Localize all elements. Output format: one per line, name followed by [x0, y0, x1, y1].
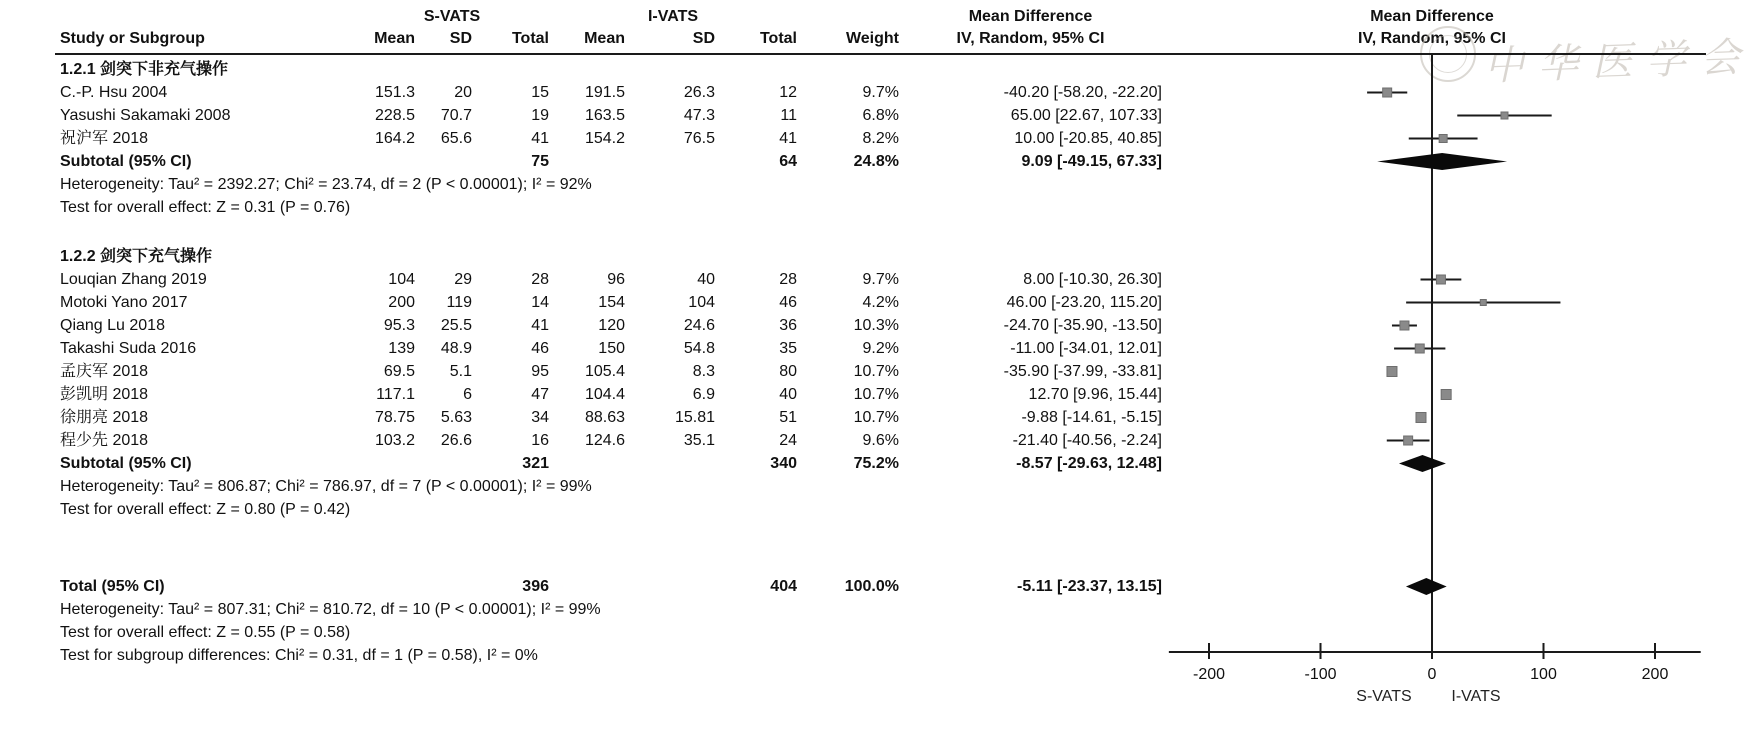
ci-value: 12.70 [9.96, 15.44] [1028, 386, 1162, 403]
stat-value [625, 150, 715, 173]
effect-square [1439, 135, 1447, 143]
study-row [60, 429, 1165, 452]
ci-value: -9.88 [-14.61, -5.15] [1021, 409, 1162, 426]
study-row [60, 81, 1165, 104]
stat-value: 46 [779, 294, 797, 311]
study-row [60, 127, 1165, 150]
stat-value: 4.2% [862, 294, 899, 311]
stat-value [355, 575, 415, 598]
stat-value: 69.5 [383, 363, 415, 380]
stat-value: 54.8 [683, 340, 715, 357]
stat-value: 104.4 [584, 386, 625, 403]
ci-value: -24.70 [-35.90, -13.50] [1003, 317, 1162, 334]
stat-value: 228.5 [374, 107, 415, 124]
col-header-study: Study or Subgroup [60, 30, 205, 47]
stat-value: 35.1 [683, 432, 715, 449]
x-tick-label: 200 [1641, 666, 1669, 683]
stat-value [415, 575, 472, 598]
subgroup-title: 1.2.1 剑突下非充气操作 [60, 61, 229, 78]
col-header-mean2: Mean [584, 30, 625, 47]
subgroup-title: 1.2.2 剑突下充气操作 [60, 248, 213, 265]
x-tick-label: -200 [1192, 666, 1226, 683]
stat-value: 47 [531, 386, 549, 403]
x-tick-label: 0 [1427, 666, 1437, 683]
stat-value: 396 [522, 578, 549, 595]
effect-square [1441, 390, 1451, 400]
ci-value: 65.00 [22.67, 107.33] [1010, 107, 1162, 124]
stat-value: 10.3% [853, 317, 899, 334]
stat-value: 65.6 [440, 130, 472, 147]
column-header-row [60, 28, 1165, 50]
study-label: Total (95% CI) [60, 578, 165, 595]
stat-value: 78.75 [374, 409, 415, 426]
stat-value: 6 [463, 386, 472, 403]
stat-value: 70.7 [440, 107, 472, 124]
stat-value [355, 150, 415, 173]
study-label: C.-P. Hsu 2004 [60, 84, 168, 101]
study-row [60, 314, 1165, 337]
stat-value: 29 [454, 271, 472, 288]
stat-value [549, 575, 625, 598]
study-label: Louqian Zhang 2019 [60, 271, 207, 288]
stat-value: 9.7% [862, 271, 899, 288]
ci-value: 9.09 [-49.15, 67.33] [1021, 153, 1162, 170]
stat-value: 11 [780, 107, 797, 124]
stat-value: 75.2% [853, 455, 899, 472]
stat-value: 103.2 [374, 432, 415, 449]
stat-value: 105.4 [584, 363, 625, 380]
stat-value: 41 [531, 130, 549, 147]
stat-value [625, 575, 715, 598]
stat-value: 8.3 [692, 363, 715, 380]
stat-value: 120 [598, 317, 625, 334]
ci-value: 8.00 [-10.30, 26.30] [1023, 271, 1162, 288]
effect-square [1400, 321, 1409, 330]
stat-value: 10.7% [853, 386, 899, 403]
subtotal-row [60, 150, 1165, 173]
stat-value: 75 [531, 153, 549, 170]
effect-square [1416, 413, 1426, 423]
stat-value: 64 [779, 153, 797, 170]
effect-square [1480, 300, 1486, 306]
overall-test-text: Test for overall effect: Z = 0.31 (P = 0.76) [60, 199, 351, 216]
stat-value: 340 [770, 455, 797, 472]
effect-square [1501, 112, 1508, 119]
study-row [60, 268, 1165, 291]
effect-square [1383, 88, 1392, 97]
ci-value: -35.90 [-37.99, -33.81] [1003, 363, 1162, 380]
study-label: Qiang Lu 2018 [60, 317, 165, 334]
stat-value: 104 [388, 271, 415, 288]
stat-value: 150 [598, 340, 625, 357]
study-label: Motoki Yano 2017 [60, 294, 188, 311]
stat-value: 47.3 [683, 107, 715, 124]
spacer [60, 219, 1165, 245]
stat-value: 28 [531, 271, 549, 288]
stat-value: 51 [779, 409, 797, 426]
stat-value: 151.3 [374, 84, 415, 101]
stat-value: 96 [607, 271, 625, 288]
overall-test-text: Test for overall effect: Z = 0.55 (P = 0.58) [60, 624, 351, 641]
table-header [60, 6, 1165, 50]
ci-value: -21.40 [-40.56, -2.24] [1012, 432, 1162, 449]
study-row [60, 337, 1165, 360]
effect-square [1404, 436, 1413, 445]
stat-value [625, 452, 715, 475]
ci-value: -8.57 [-29.63, 12.48] [1016, 455, 1162, 472]
stat-value: 9.7% [862, 84, 899, 101]
spacer [60, 521, 1165, 575]
study-label: Subtotal (95% CI) [60, 153, 192, 170]
stat-value: 164.2 [374, 130, 415, 147]
heterogeneity-text: Heterogeneity: Tau² = 2392.27; Chi² = 23.74, df = 2 (P < 0.00001); I² = 92% [60, 176, 592, 193]
col-header-sd2: SD [692, 30, 715, 47]
stat-value: 14 [531, 294, 549, 311]
stat-value: 16 [531, 432, 549, 449]
stat-value: 24.6 [683, 317, 715, 334]
study-label: Yasushi Sakamaki 2008 [60, 107, 231, 124]
stat-value: 48.9 [440, 340, 472, 357]
stat-value: 163.5 [584, 107, 625, 124]
axis-label-left: S-VATS [1356, 688, 1412, 705]
stat-value: 154.2 [584, 130, 625, 147]
study-row [60, 360, 1165, 383]
stat-value: 12 [779, 84, 797, 101]
pooled-diamond [1399, 455, 1446, 472]
plot-title: Mean Difference [1370, 8, 1494, 25]
col-header-weight: Weight [845, 30, 899, 47]
effect-square [1387, 367, 1397, 377]
col-header-total2: Total [759, 30, 797, 47]
study-label: 徐朋亮 2018 [60, 409, 149, 426]
stat-value: 5.1 [449, 363, 472, 380]
study-label: 孟庆军 2018 [60, 363, 149, 380]
spacer-cell [60, 6, 355, 28]
total-row [60, 575, 1165, 598]
stat-value: 36 [779, 317, 797, 334]
watermark-text: 中华医学会 [1483, 34, 1755, 90]
stat-value: 80 [779, 363, 797, 380]
table-body [60, 58, 1165, 667]
stat-value: 35 [779, 340, 797, 357]
subgroup-test-text: Test for subgroup differences: Chi² = 0.31, df = 1 (P = 0.58), I² = 0% [60, 647, 538, 664]
stat-value: 404 [770, 578, 797, 595]
stat-value: 191.5 [584, 84, 625, 101]
stat-value: 321 [522, 455, 549, 472]
stat-value: 100.0% [844, 578, 899, 595]
stat-value: 20 [454, 84, 472, 101]
stat-value: 46 [531, 340, 549, 357]
effect-square [1415, 344, 1424, 353]
study-label: Subtotal (95% CI) [60, 455, 192, 472]
stat-value: 6.9 [692, 386, 715, 403]
stat-value: 15.81 [674, 409, 715, 426]
ci-value: 10.00 [-20.85, 40.85] [1014, 130, 1162, 147]
pooled-diamond [1406, 578, 1447, 595]
pooled-diamond [1377, 153, 1507, 170]
stat-value: 139 [388, 340, 415, 357]
stat-value: 24.8% [853, 153, 899, 170]
x-tick-label: -100 [1304, 666, 1337, 683]
ci-value: -40.20 [-58.20, -22.20] [1003, 84, 1162, 101]
stat-value: 10.7% [853, 409, 899, 426]
stat-value: 15 [531, 84, 549, 101]
stat-value: 9.2% [862, 340, 899, 357]
stat-value: 28 [779, 271, 797, 288]
stat-value [415, 452, 472, 475]
study-row [60, 406, 1165, 429]
subtotal-row [60, 452, 1165, 475]
stat-value: 9.6% [862, 432, 899, 449]
col-header-effect-method: IV, Random, 95% CI [956, 30, 1105, 47]
axis-label-right: I-VATS [1451, 688, 1501, 705]
stat-value: 124.6 [584, 432, 625, 449]
stat-value: 95.3 [383, 317, 415, 334]
stat-value: 117.1 [376, 386, 415, 403]
group-header-ivats: I-VATS [647, 8, 699, 25]
group-header-row [60, 6, 1165, 28]
stat-value: 40 [779, 386, 797, 403]
stat-value: 24 [779, 432, 797, 449]
stat-value: 119 [446, 294, 472, 311]
ci-value: -5.11 [-23.37, 13.15] [1017, 578, 1162, 595]
study-label: 祝沪军 2018 [60, 130, 149, 147]
study-label: 程少先 2018 [60, 432, 149, 449]
stat-value: 41 [531, 317, 549, 334]
effect-title: Mean Difference [968, 8, 1093, 25]
stat-value [549, 452, 625, 475]
ci-value: 46.00 [-23.20, 115.20] [1006, 294, 1162, 311]
stat-value: 26.6 [440, 432, 472, 449]
stat-value: 88.63 [584, 409, 625, 426]
heterogeneity-text: Heterogeneity: Tau² = 806.87; Chi² = 786.97, df = 7 (P < 0.00001); I² = 99% [60, 478, 592, 495]
ci-value: -11.00 [-34.01, 12.01] [1010, 340, 1162, 357]
stat-value: 41 [779, 130, 797, 147]
stat-value: 19 [531, 107, 549, 124]
stat-value [549, 150, 625, 173]
stat-value: 5.63 [440, 409, 472, 426]
x-tick-label: 100 [1530, 666, 1557, 683]
group-header-svats: S-VATS [423, 8, 481, 25]
study-label: 彭凯明 2018 [60, 386, 149, 403]
stat-value: 95 [531, 363, 549, 380]
stat-value: 76.5 [683, 130, 715, 147]
study-row [60, 383, 1165, 406]
stat-value: 25.5 [440, 317, 472, 334]
col-header-mean1: Mean [374, 30, 415, 47]
stat-value: 104 [688, 294, 715, 311]
heterogeneity-text: Heterogeneity: Tau² = 807.31; Chi² = 810.72, df = 10 (P < 0.00001); I² = 99% [60, 601, 601, 618]
study-label: Takashi Suda 2016 [60, 340, 197, 357]
stat-value: 10.7% [853, 363, 899, 380]
col-header-sd1: SD [449, 30, 472, 47]
effect-square [1436, 275, 1445, 284]
study-row [60, 104, 1165, 127]
stat-value: 154 [598, 294, 625, 311]
stat-value [355, 452, 415, 475]
stat-value [415, 150, 472, 173]
overall-test-text: Test for overall effect: Z = 0.80 (P = 0.42) [60, 501, 351, 518]
stat-value: 34 [531, 409, 549, 426]
col-header-total1: Total [511, 30, 549, 47]
plot-method: IV, Random, 95% CI [1358, 30, 1506, 47]
study-row [60, 291, 1165, 314]
stat-value: 40 [697, 271, 715, 288]
stat-value: 6.8% [862, 107, 899, 124]
stat-value: 26.3 [683, 84, 715, 101]
stat-value: 200 [388, 294, 415, 311]
stat-value: 8.2% [862, 130, 899, 147]
